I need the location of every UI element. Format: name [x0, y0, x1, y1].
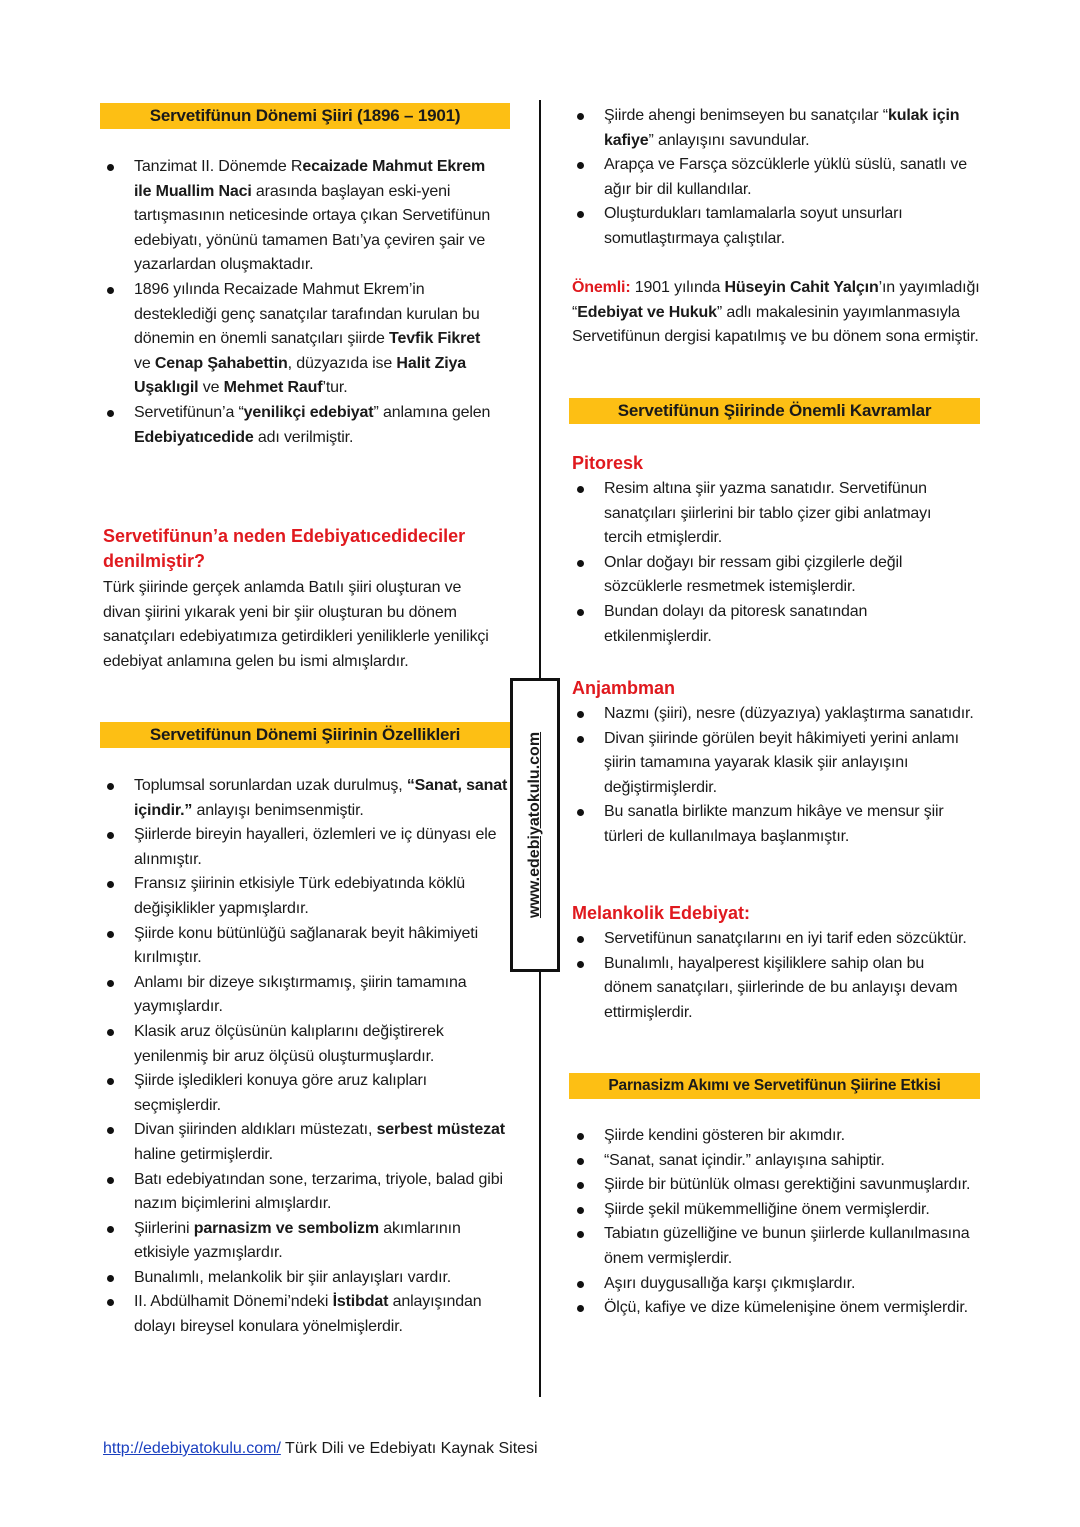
- bold-text: Edebiyatıcedide: [134, 428, 254, 446]
- anjambman-list: [571, 702, 976, 850]
- bold-text: İstibdat: [332, 1293, 389, 1311]
- bold-text: “Sanat, sanat içindir.”: [134, 777, 508, 819]
- bold-text: yenilikçi edebiyat: [243, 403, 374, 421]
- bold-text: Edebiyat ve Hukuk: [577, 303, 717, 321]
- list-item: [101, 971, 511, 1020]
- list-item: [571, 1173, 971, 1198]
- intro-list: [101, 155, 501, 450]
- text-segment: Onlar doğayı bir ressam gibi çizgilerle değil sözcüklerle resmetmek istemişlerdir.: [604, 553, 903, 596]
- text-segment: 1896 yılında Recaizade Mahmut Ekrem’in desteklediği genç sanatçılar tarafından kurulan bu dönemin en önemli sanatçıları şiirde: [134, 280, 480, 348]
- text-segment: Divan şiirinden aldıkları müstezatı,: [134, 1121, 377, 1139]
- text-segment: II. Abdülhamit Dönemi’ndeki: [134, 1293, 333, 1311]
- list-item: [571, 104, 971, 153]
- melankolik-heading: Melankolik Edebiyat:: [572, 903, 751, 923]
- text-segment: Servetifünun sanatçılarını en iyi tarif eden sözcüktür.: [604, 930, 967, 947]
- bold-text: Cenap Şahabettin: [154, 354, 288, 372]
- text-segment: Ölçü, kafiye ve dize kümelenişine önem vermişlerdir.: [604, 1299, 968, 1317]
- list-item: [101, 1020, 511, 1069]
- list-item: [571, 551, 971, 600]
- text-segment: Resim altına şiir yazma sanatıdır. Servetifünun sanatçıları şiirlerini bir tablo çizer gibi anlatmayı tercih etmişlerdir.: [604, 480, 932, 547]
- text-segment: Tanzimat II. Dönemde R: [134, 158, 303, 175]
- footer-link[interactable]: http://edebiyatokulu.com/: [103, 1440, 281, 1457]
- section-header-servetifunun-siiri: Servetifünun Dönemi Şiiri (1896 – 1901): [100, 103, 510, 129]
- text-segment: Şiirde işledikleri konuya göre aruz kalıpları seçmişlerdir.: [134, 1072, 427, 1114]
- list-item: [571, 1272, 971, 1297]
- text-segment: Şiirde kendini gösteren bir akımdır.: [604, 1127, 845, 1144]
- text-segment: arasında başlayan eski-yeni tartışmasının neticesinde ortaya çıkan Servetifünun edebiyatı, yönünü tamamen Batı’ya çeviren şair ve yazarlardan oluşmaktadır.: [134, 182, 491, 274]
- text-segment: Batı edebiyatından sone, terzarima, triyole, balad gibi nazım biçimlerini almışlardır.: [134, 1170, 503, 1213]
- section-header-parnasizm: Parnasizm Akımı ve Servetifünun Şiirine Etkisi: [569, 1073, 980, 1099]
- section-header-ozellikler: Servetifünun Dönemi Şiirinin Özellikleri: [100, 722, 510, 748]
- list-item: [571, 927, 971, 952]
- list-item: [101, 922, 511, 971]
- text-segment: Şiirde şekil mükemmelliğine önem vermişlerdir.: [604, 1200, 930, 1218]
- list-item: [571, 800, 976, 849]
- text-segment: Klasik aruz ölçüsünün kalıplarını değiştirerek yenilenmiş bir aruz ölçüsü oluşturmuşlardır.: [134, 1022, 444, 1065]
- text-segment: Oluşturdukları tamlamalarla soyut unsurları somutlaştırmaya çalıştılar.: [604, 205, 903, 247]
- list-item: [571, 1296, 971, 1321]
- footer-text: Türk Dili ve Edebiyatı Kaynak Sitesi: [280, 1440, 538, 1457]
- important-note: [572, 276, 980, 350]
- text-segment: Şiirlerini: [134, 1219, 194, 1237]
- style-list: [571, 104, 971, 252]
- text-segment: ve: [198, 379, 224, 397]
- text-segment: Aşırı duygusallığa karşı çıkmışlardır.: [604, 1274, 856, 1292]
- text-segment: Bundan dolayı da pitoresk sanatından etkilenmişlerdir.: [604, 602, 868, 645]
- pitoresk-heading: Pitoresk: [572, 453, 644, 473]
- watermark-box: [510, 678, 560, 972]
- list-item: [101, 1217, 511, 1266]
- list-item: [101, 823, 511, 872]
- text-segment: akımlarının etkisiyle yazmışlardır.: [134, 1219, 461, 1262]
- bold-text: kulak için kafiye: [604, 107, 960, 149]
- list-item: [571, 153, 971, 202]
- text-segment: ” anlamına gelen: [373, 403, 491, 421]
- text-segment: adı verilmiştir.: [253, 428, 354, 446]
- list-item: [101, 278, 501, 401]
- text-segment: ’ın yayımladığı “: [572, 279, 980, 321]
- question-heading: Servetifünun’a neden Edebiyatıcedideciler denilmiştir?: [103, 526, 466, 571]
- text-segment: Şiirlerde bireyin hayalleri, özlemleri ve iç dünyası ele alınmıştır.: [134, 826, 497, 868]
- list-item: [571, 1149, 971, 1174]
- text-segment: Bu sanatla birlikte manzum hikâye ve mensur şiir türleri de kullanılmaya başlanmıştır.: [604, 803, 944, 845]
- bold-text: Mehmet Rauf: [223, 379, 323, 397]
- list-item: [571, 727, 976, 801]
- pitoresk-list: [571, 477, 971, 649]
- section-header-kavramlar: Servetifünun Şiirinde Önemli Kavramlar: [569, 398, 980, 424]
- list-item: [571, 1198, 971, 1223]
- bold-text: Hüseyin Cahit Yalçın: [724, 279, 879, 296]
- features-list: [101, 774, 511, 1340]
- text-segment: anlayışı benimsenmiştir.: [192, 801, 364, 819]
- text-segment: Servetifünun’a “: [134, 403, 244, 421]
- text-segment: Tabiatın güzelliğine ve bunun şiirlerde kullanılmasına önem vermişlerdir.: [604, 1225, 970, 1267]
- list-item: [571, 477, 971, 551]
- watermark-text: www.edebiyatokulu.com: [526, 731, 543, 919]
- list-item: [101, 401, 501, 450]
- text-segment: ve: [134, 354, 155, 372]
- text-segment: ” adlı makalesinin yayımlanmasıyla Servetifünun dergisi kapatılmış ve bu dönem sona ermiştir.: [572, 303, 979, 346]
- text-segment: “Sanat, sanat içindir.” anlayışına sahiptir.: [604, 1151, 885, 1169]
- list-item: [571, 600, 971, 649]
- text-segment: Bunalımlı, hayalperest kişiliklere sahip olan bu dönem sanatçıları, şiirlerinde de bu anlayışı devam ettirmişlerdir.: [604, 954, 958, 1021]
- list-item: [101, 1266, 511, 1291]
- text-segment: anlayışından dolayı bireysel konulara yönelmişlerdir.: [134, 1293, 482, 1336]
- list-item: [101, 1290, 511, 1339]
- list-item: [101, 872, 511, 921]
- text-segment: ’tur.: [322, 379, 348, 397]
- text-segment: Fransız şiirinin etkisiyle Türk edebiyatında köklü değişiklikler yapmışlardır.: [134, 875, 466, 917]
- bold-text: serbest müstezat: [376, 1121, 505, 1139]
- text-segment: Şiirde konu bütünlüğü sağlanarak beyit hâkimiyeti kırılmıştır.: [134, 924, 478, 967]
- list-item: [101, 1168, 511, 1217]
- text-segment: Toplumsal sorunlardan uzak durulmuş,: [134, 777, 407, 794]
- footer: [103, 1440, 538, 1458]
- text-segment: ” anlayışını savundular.: [648, 131, 810, 149]
- question-answer: Türk şiirinde gerçek anlamda Batılı şiiri oluşturan ve divan şiirini yıkarak yeni bir şiir oluşturan bu dönem sanatçıları edebiyatımıza getirdikleri yeniliklerle yenilikçi edebiyat anlamına gelen bu ismi almışlardır.: [103, 579, 489, 670]
- text-segment: 1901 yılında: [630, 279, 725, 296]
- melankolik-list: [571, 927, 971, 1025]
- list-item: [571, 202, 971, 251]
- bold-text: parnasizm ve sembolizm: [193, 1219, 379, 1237]
- text-segment: haline getirmişlerdir.: [134, 1145, 273, 1163]
- text-segment: Bunalımlı, melankolik bir şiir anlayışları vardır.: [134, 1268, 452, 1286]
- text-segment: Anlamı bir dizeye sıkıştırmamış, şiirin tamamına yaymışlardır.: [134, 973, 467, 1016]
- list-item: [571, 952, 971, 1026]
- list-item: [571, 1222, 971, 1271]
- list-item: [101, 1069, 511, 1118]
- text-segment: Şiirde ahengi benimseyen bu sanatçılar “: [604, 107, 888, 124]
- bold-text: Halit Ziya Uşaklıgil: [134, 354, 467, 397]
- text-segment: Arapça ve Farsça sözcüklerle yüklü süslü, sanatlı ve ağır bir dil kullandılar.: [604, 156, 968, 198]
- list-item: [101, 155, 501, 278]
- anjambman-heading: Anjambman: [572, 678, 676, 698]
- text-segment: Şiirde bir bütünlük olması gerektiğini savunmuşlardır.: [604, 1176, 971, 1194]
- list-item: [101, 774, 511, 823]
- text-segment: Divan şiirinde görülen beyit hâkimiyeti yerini anlamı şiirin tamamına yayarak klasik şiir anlayışını değiştirmişlerdir.: [604, 729, 959, 796]
- parnasizm-list: [571, 1124, 971, 1321]
- text-segment: Nazmı (şiiri), nesre (düzyazıya) yaklaştırma sanatıdır.: [604, 705, 974, 722]
- bold-text: Tevfik Fikret: [389, 330, 481, 348]
- note-label: Önemli:: [572, 279, 631, 296]
- bold-text: ecaizade Mahmut Ekrem ile Muallim Naci: [134, 158, 486, 200]
- text-segment: , düzyazıda ise: [287, 354, 397, 372]
- list-item: [571, 702, 976, 727]
- list-item: [101, 1118, 511, 1167]
- list-item: [571, 1124, 971, 1149]
